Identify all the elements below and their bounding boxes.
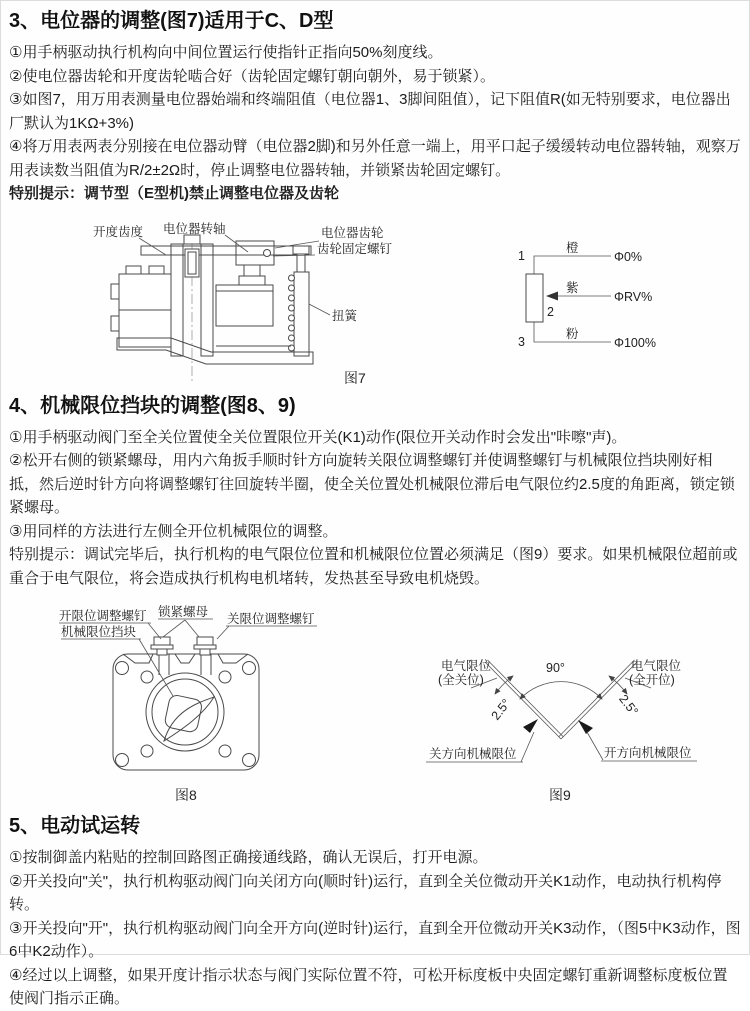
- fig7-label-torsion-spring: 扭簧: [332, 308, 358, 323]
- section4-title: 4、机械限位挡块的调整(图8、9): [9, 394, 296, 417]
- fig7-label-pot-gear: 电位器齿轮: [321, 225, 384, 240]
- figure9-drawing: [401, 642, 731, 804]
- figure7-wiring-diagram: [516, 236, 678, 352]
- fig7-wire-pink: 粉: [566, 326, 579, 341]
- section3-step3: ③如图7，用万用表测量电位器始端和终端阻值（电位器1、3脚间阻值），记下阻值R(如无特别要求，电位器出厂默认为1KΩ+3%): [9, 91, 731, 132]
- fig7-label-opening-gear: 开度齿度: [93, 224, 144, 239]
- fig7-pin1: 1: [518, 248, 525, 263]
- fig8-flange: [113, 654, 259, 770]
- section5-step1: ①按制御盖内粘贴的控制回路图正确接通线路，确认无误后，打开电源。: [9, 849, 488, 866]
- fig7-wire-purple: 紫: [566, 280, 579, 295]
- fig9-label-elec-limit-left-sub: (全关位): [438, 673, 484, 687]
- fig8-label-lock-nut: 锁紧螺母: [158, 605, 209, 619]
- figure7-caption: 图7: [344, 369, 366, 386]
- figure8-figure9-area: [9, 590, 741, 808]
- fig7-pin2: 2: [547, 304, 554, 319]
- fig9-label-elec-limit-right-sub: (全开位): [629, 673, 675, 687]
- section4-step3: ③用同样的方法进行左侧全开位机械限位的调整。: [9, 522, 338, 540]
- figure7-drawing: [89, 216, 399, 388]
- fig7-terminal-100pct: Φ100%: [614, 335, 656, 350]
- fig9-label-angle-right: 2.5°: [616, 692, 641, 719]
- fig7-pin3: 3: [518, 334, 525, 349]
- section5-step3: ③开关投向"开"，执行机构驱动阀门向全开方向(逆时针)运行，直到全开位微动开关K3动作，（图5中K3动作，图6中K2动作）。: [9, 919, 741, 960]
- section4-note: 特别提示：调试完毕后，执行机构的电气限位位置和机械限位位置必须满足（图9）要求。如果机械限位超前或重合于电气限位，将会造成执行机构电机堵转，发热甚至导致电机烧毁。: [9, 546, 738, 587]
- section5-title: 5、电动试运转: [9, 815, 141, 837]
- section3-step1: ①用手柄驱动执行机构向中间位置运行使指针正指向50%刻度线。: [9, 44, 443, 61]
- fig7-wire-orange: 橙: [566, 240, 579, 255]
- section4-step1: ①用手柄驱动阀门至全关位置使全关位置限位开关(K1)动作(限位开关动作时会发出"咔嚓"声)。: [9, 428, 627, 446]
- fig7-label-gear-screw: 齿轮固定螺钉: [317, 241, 393, 256]
- wiper-arrow: [546, 291, 558, 300]
- fig9-label-elec-limit-right: 电气限位: [631, 659, 682, 673]
- fig7-machine-section: [111, 222, 313, 384]
- fig7-terminal-rvpct: ΦRV%: [614, 289, 653, 304]
- fig9-label-angle-90: 90°: [546, 661, 565, 675]
- fig8-adjust-bolts: [151, 637, 216, 655]
- figure8-drawing: [31, 605, 371, 805]
- section3-note: 特别提示：调节型（E型机)禁止调整电位器及齿轮: [9, 185, 340, 202]
- figure9-caption: 图9: [549, 787, 571, 803]
- section3-title: 3、电位器的调整(图7)适用于C、D型: [9, 10, 334, 32]
- fig7-label-pot-shaft: 电位器转轴: [163, 221, 226, 236]
- section5-step2: ②开关投向"关"，执行机构驱动阀门向关闭方向(顺时针)运行，直到全关位微动开关K1动作，电动执行机构停转。: [9, 872, 722, 913]
- fig9-label-angle-left: 2.5°: [488, 696, 514, 723]
- section4-step2: ②松开右侧的锁紧螺母，用内六角扳手顺时针方向旋转关限位调整螺钉并使调整螺钉与机械限位挡块刚好相抵，然后逆时针方向将调整螺钉往回旋转半圈，使全关位置处机械限位滞后电气限位约2.5度的角距离，锁定锁紧螺母。: [9, 452, 735, 516]
- fig7-terminal-0pct: Φ0%: [614, 249, 643, 264]
- fig8-label-close-limit-screw: 关限位调整螺钉: [227, 612, 315, 626]
- fig9-label-elec-limit-left: 电气限位: [441, 659, 492, 673]
- section3-step2: ②使电位器齿轮和开度齿轮啮合好（齿轮固定螺钉朝向朝外，易于锁紧）。: [9, 67, 495, 85]
- section3-step4: ④将万用表两表分别接在电位器动臂（电位器2脚)和另外任意一端上，用平口起子缓缓转动电位器转轴，观察万用表读数当阻值为R/2±2Ω时，停止调整电位器转轴，并锁紧齿轮固定螺钉。: [9, 138, 741, 179]
- section5-step4: ④经过以上调整，如果开度计指示状态与阀门实际位置不符，可松开标度板中央固定螺钉重新调整标度板位置使阀门指示正确。: [9, 966, 728, 1007]
- fig8-label-mech-stop-block: 机械限位挡块: [61, 625, 137, 639]
- fig8-label-open-limit-screw: 开限位调整螺钉: [59, 609, 147, 623]
- figure7-area: [9, 206, 741, 388]
- figure8-caption: 图8: [175, 787, 197, 803]
- fig9-label-mech-limit-open: 开方向机械限位: [604, 746, 692, 760]
- fig9-label-mech-limit-close: 关方向机械限位: [429, 747, 517, 761]
